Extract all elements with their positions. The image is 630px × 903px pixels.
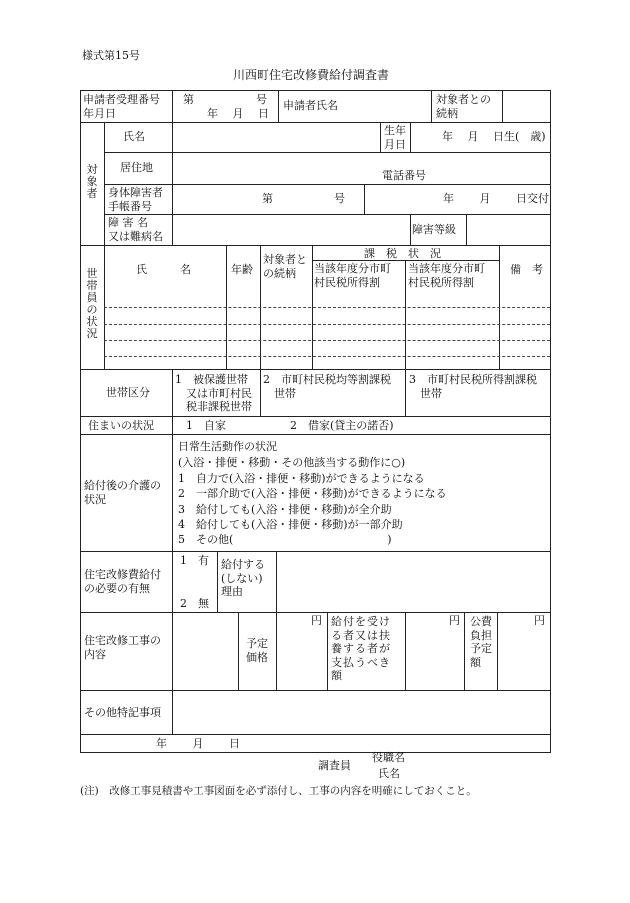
col-age: 年齢 bbox=[231, 263, 253, 276]
cert-label: 身体障害者 手帳番号 bbox=[108, 186, 163, 213]
relation-label: 対象者との 続柄 bbox=[436, 93, 491, 120]
category-option-1: 1 被保護世帯 又は市町村民 税非課税世帯 bbox=[175, 373, 252, 413]
category-option-3: 3 市町村民税所得割課税 世帯 bbox=[409, 373, 537, 400]
care-item-2: 2 一部介助で(入浴・排便・移動)ができるようになる bbox=[178, 487, 447, 500]
necessity-label: 住宅改修費給付 の必要の有無 bbox=[84, 568, 161, 595]
household-section-label: 世帯員の状況 bbox=[86, 267, 98, 340]
care-heading: 日常生活動作の状況 bbox=[178, 440, 277, 453]
care-item-4: 4 給付しても(入浴・排便・移動)が一部介助 bbox=[178, 518, 403, 531]
category-label: 世帯区分 bbox=[106, 386, 150, 399]
col-tax2: 当該年度分市町 村民税所得割 bbox=[408, 262, 485, 289]
cert-dai: 第 bbox=[262, 192, 273, 205]
subject-name-label: 氏名 bbox=[123, 130, 145, 143]
care-label: 給付後の介護の 状況 bbox=[84, 479, 161, 506]
cert-date: 年 月 日交付 bbox=[443, 192, 549, 205]
receipt-number-label: 申請者受理番号 年月日 bbox=[83, 93, 160, 120]
price-yen: 円 bbox=[311, 614, 322, 627]
necessity-no: 2 無 bbox=[180, 597, 209, 610]
receipt-dai: 第 bbox=[183, 93, 194, 106]
burden-label: 給付を受け る者又は扶 養する者が 支払うべき 額 bbox=[331, 615, 391, 682]
birth-label: 生年 月日 bbox=[384, 124, 406, 151]
col-name: 氏 名 bbox=[136, 263, 191, 276]
public-burden-label: 公費 負担 予定 額 bbox=[470, 615, 492, 669]
col-relation: 対象者と の続柄 bbox=[263, 253, 307, 280]
footer-date: 年 月 日 bbox=[156, 737, 240, 750]
category-option-2: 2 市町村民税均等割課税 世帯 bbox=[263, 373, 391, 400]
care-subheading: (入浴・排便・移動・その他該当する動作に○) bbox=[178, 456, 406, 469]
footnote: (注) 改修工事見積書や工事図面を必ず添付し、工事の内容を明確にしておくこと。 bbox=[80, 785, 477, 797]
public-yen: 円 bbox=[534, 614, 545, 627]
birth-value: 年 月 日生( 歳) bbox=[442, 130, 546, 143]
cert-go: 号 bbox=[334, 192, 345, 205]
phone-label: 電話番号 bbox=[382, 169, 426, 182]
housing-label: 住まいの状況 bbox=[88, 419, 154, 432]
address-label: 居住地 bbox=[120, 161, 153, 174]
applicant-name-label: 申請者氏名 bbox=[283, 99, 338, 112]
other-label: その他特記事項 bbox=[84, 706, 161, 719]
price-label: 予定 価格 bbox=[246, 637, 268, 664]
housing-option-1: 1 自家 bbox=[186, 419, 226, 432]
col-tax: 課 税 状 況 bbox=[364, 247, 441, 260]
burden-yen: 円 bbox=[449, 614, 460, 627]
subject-section-label: 対象者 bbox=[86, 163, 98, 200]
investigator-label: 調査員 bbox=[318, 759, 351, 772]
investigator-name-label: 氏名 bbox=[378, 767, 400, 780]
disability-label: 障 害 名 又は難病名 bbox=[108, 216, 163, 243]
reason-label: 給付する (しない) 理由 bbox=[221, 558, 265, 598]
care-item-3: 3 給付しても(入浴・排便・移動)が全介助 bbox=[178, 503, 392, 516]
form-number: 様式第15号 bbox=[82, 49, 140, 62]
work-label: 住宅改修工事の 内容 bbox=[84, 634, 161, 661]
receipt-go: 号 bbox=[256, 93, 267, 106]
form-title: 川西町住宅改修費給付調査書 bbox=[233, 68, 390, 82]
receipt-date: 年 月 日 bbox=[207, 107, 269, 120]
housing-option-2: 2 借家(貸主の諾否) bbox=[290, 419, 394, 432]
necessity-yes: 1 有 bbox=[180, 554, 209, 567]
col-remark: 備 考 bbox=[510, 263, 543, 276]
col-tax1: 当該年度分市町 村民税所得割 bbox=[314, 262, 391, 289]
grade-label: 障害等級 bbox=[412, 223, 456, 236]
post-label: 役職名 bbox=[372, 751, 405, 764]
care-item-5: 5 その他( ) bbox=[178, 533, 392, 546]
care-item-1: 1 自力で(入浴・排便・移動)ができるようになる bbox=[178, 472, 425, 485]
